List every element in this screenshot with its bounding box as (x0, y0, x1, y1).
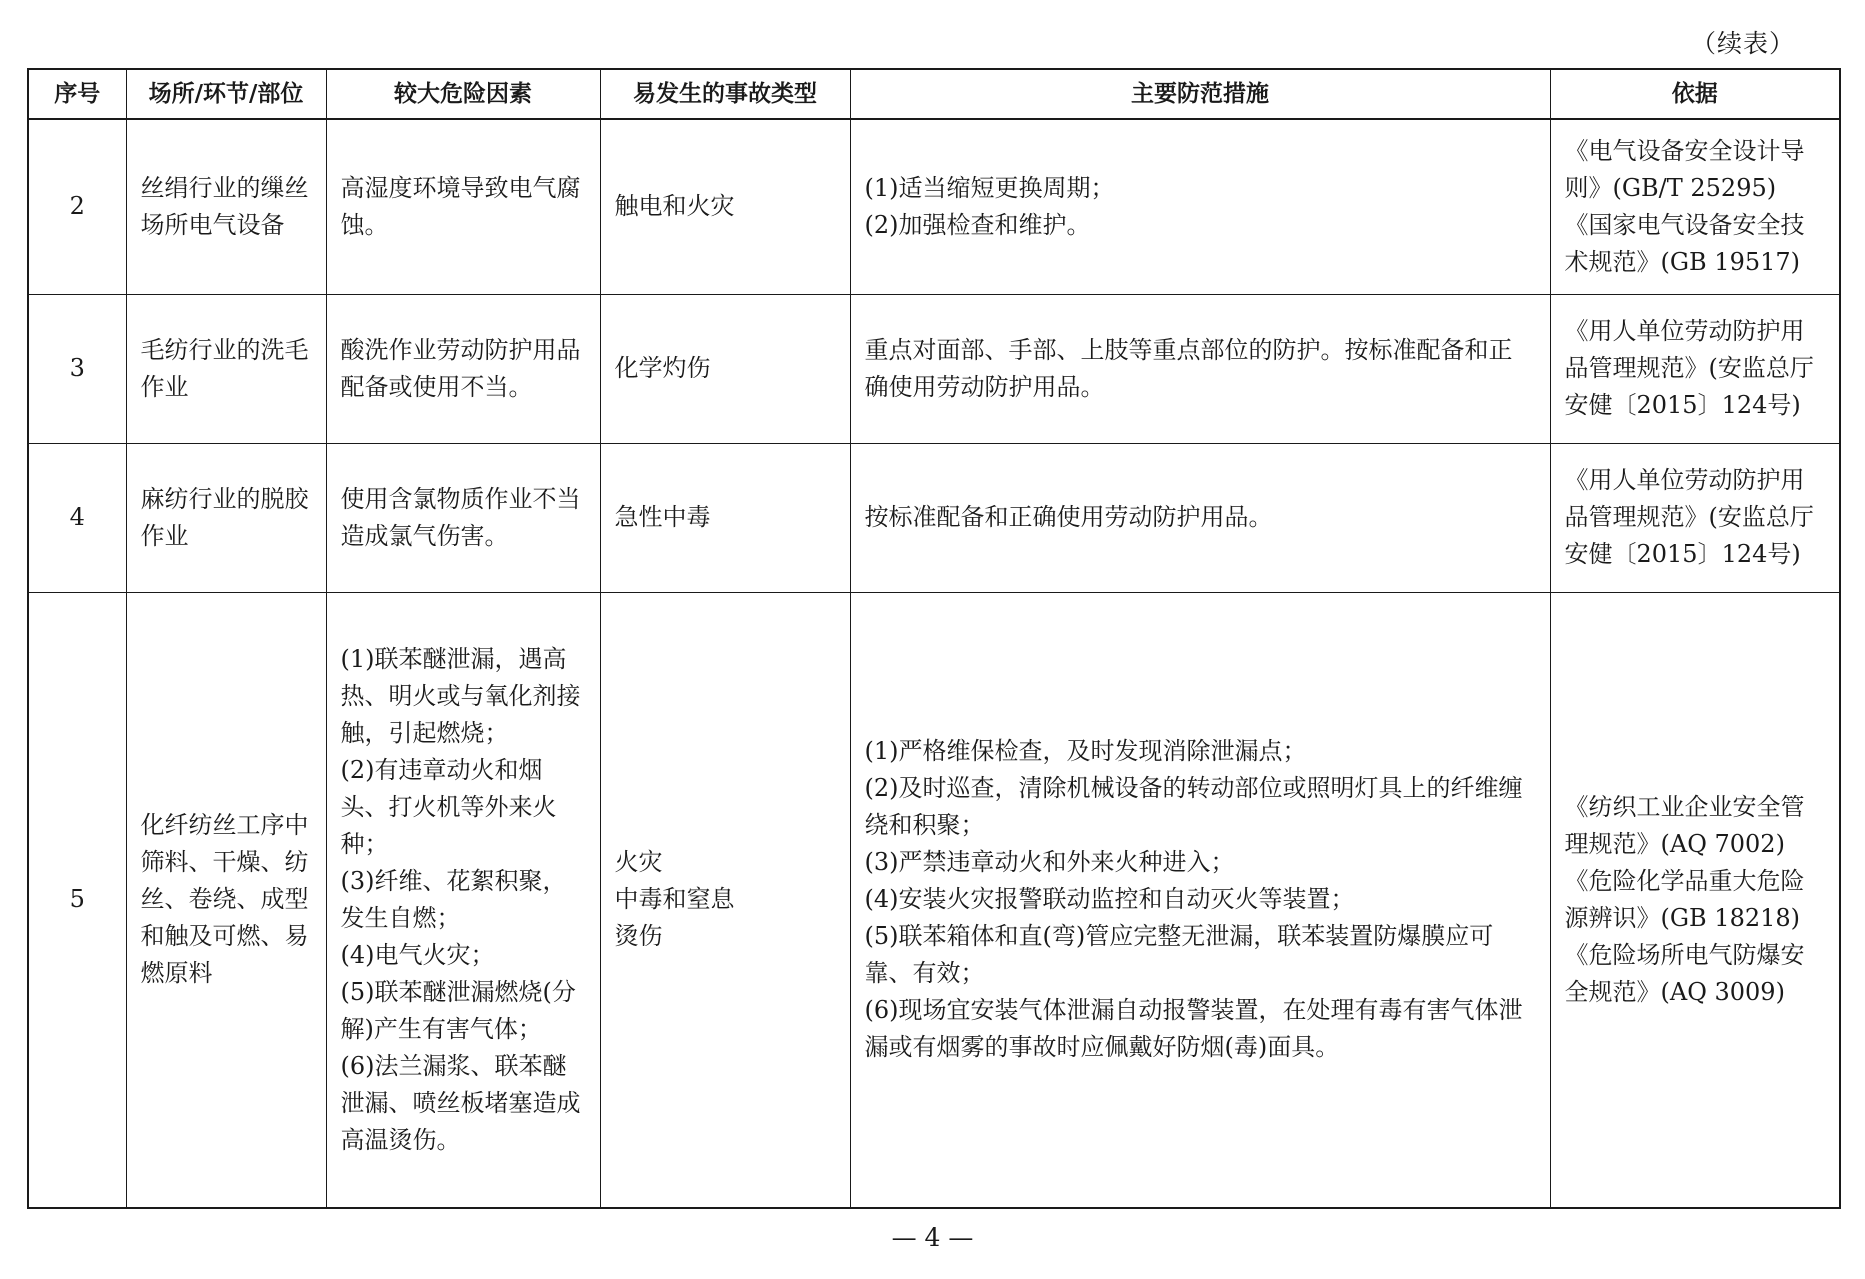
hazard-line: (5)联苯醚泄漏燃烧(分解)产生有害气体； (340, 977, 576, 1043)
hazard-line: (2)有违章动火和烟头、打火机等外来火种； (340, 755, 557, 858)
cell-accident (600, 443, 850, 592)
basis-line: 《危险化学品重大危险源辨识》(GB 18218) (1564, 866, 1805, 932)
cell-location: 毛纺行业的洗毛作业 (126, 294, 326, 443)
measure-line: 按标准配备和正确使用劳动防护用品。 (864, 503, 1273, 531)
basis-line: 《电气设备安全设计导则》(GB/T 25295) (1564, 136, 1805, 202)
basis-line: 《纺织工业企业安全管理规范》(AQ 7002) (1564, 792, 1805, 858)
cell-accident (600, 119, 850, 294)
table-row (28, 443, 1840, 592)
cell-index: 4 (28, 443, 126, 592)
cell-hazard (326, 592, 600, 1208)
basis-line: 《用人单位劳动防护用品管理规范》(安监总厅安健〔2015〕124号) (1564, 466, 1814, 568)
measure-line: (1)严格维保检查，及时发现消除泄漏点； (864, 737, 1307, 766)
basis-line: 《国家电气设备安全技术规范》(GB 19517) (1564, 210, 1805, 276)
measure-line: (2)及时巡查，清除机械设备的转动部位或照明灯具上的纤维缠绕和积聚； (864, 774, 1523, 840)
header-hazard: 较大危险因素 (326, 69, 600, 119)
cell-location: 丝绢行业的缫丝场所电气设备 (126, 119, 326, 294)
hazard-line: 使用含氯物质作业不当造成氯气伤害。 (340, 484, 581, 550)
measure-line: (1)适当缩短更换周期； (864, 173, 1115, 202)
accident-line: 急性中毒 (614, 503, 711, 531)
basis-line: 《危险场所电气防爆安全规范》(AQ 3009) (1564, 940, 1805, 1006)
cell-basis (1550, 443, 1840, 592)
cell-index: 2 (28, 119, 126, 294)
cell-basis (1550, 294, 1840, 443)
cell-basis (1550, 592, 1840, 1208)
cell-index: 5 (28, 592, 126, 1208)
header-index: 序号 (28, 69, 126, 119)
header-basis: 依据 (1550, 69, 1840, 119)
hazard-line: (6)法兰漏浆、联苯醚泄漏、喷丝板堵塞造成高温烫伤。 (340, 1051, 581, 1154)
measure-line: (6)现场宜安装气体泄漏自动报警装置，在处理有毒有害气体泄漏或有烟雾的事故时应佩戴好防烟(毒)面具。 (864, 996, 1523, 1062)
page-number: — 4 — (891, 1223, 974, 1252)
table-header-row (28, 69, 1840, 119)
hazard-line: (4)电气火灾； (340, 940, 495, 969)
hazard-line: 高湿度环境导致电气腐蚀。 (340, 173, 581, 239)
cell-accident (600, 592, 850, 1208)
header-measures: 主要防范措施 (850, 69, 1550, 119)
table-row (28, 592, 1840, 1208)
cell-location: 化纤纺丝工序中筛料、干燥、纺丝、卷绕、成型和触及可燃、易燃原料 (126, 592, 326, 1208)
measure-line: (4)安装火灾报警联动监控和自动灭火等装置； (864, 885, 1355, 914)
hazard-line: (1)联苯醚泄漏，遇高热、明火或与氧化剂接触，引起燃烧； (340, 644, 581, 747)
cell-hazard (326, 294, 600, 443)
cell-measures (850, 119, 1550, 294)
measure-line: (5)联苯箱体和直(弯)管应完整无泄漏，联苯装置防爆膜应可靠、有效； (864, 922, 1494, 988)
hazard-line: (3)纤维、花絮积聚，发生自燃； (340, 866, 567, 932)
measure-line: 重点对面部、手部、上肢等重点部位的防护。按标准配备和正确使用劳动防护用品。 (864, 335, 1513, 401)
cell-accident (600, 294, 850, 443)
safety-measures-table (27, 68, 1841, 1209)
measure-line: (2)加强检查和维护。 (864, 210, 1091, 239)
cell-hazard (326, 119, 600, 294)
accident-line: 火灾 (614, 848, 663, 877)
continued-label: （续表） (1690, 29, 1795, 58)
hazard-line: 酸洗作业劳动防护用品配备或使用不当。 (340, 335, 581, 401)
accident-line: 烫伤 (614, 922, 663, 951)
accident-line: 化学灼伤 (614, 354, 711, 382)
cell-location: 麻纺行业的脱胶作业 (126, 443, 326, 592)
cell-measures (850, 443, 1550, 592)
cell-index: 3 (28, 294, 126, 443)
header-location: 场所/环节/部位 (126, 69, 326, 119)
measure-line: (3)严禁违章动火和外来火种进入； (864, 848, 1235, 877)
table-row (28, 294, 1840, 443)
accident-line: 触电和火灾 (614, 192, 735, 221)
cell-measures (850, 294, 1550, 443)
header-accident: 易发生的事故类型 (600, 69, 850, 119)
accident-line: 中毒和窒息 (614, 885, 735, 914)
cell-hazard (326, 443, 600, 592)
table-row (28, 119, 1840, 294)
basis-line: 《用人单位劳动防护用品管理规范》(安监总厅安健〔2015〕124号) (1564, 317, 1814, 419)
cell-basis (1550, 119, 1840, 294)
cell-measures (850, 592, 1550, 1208)
